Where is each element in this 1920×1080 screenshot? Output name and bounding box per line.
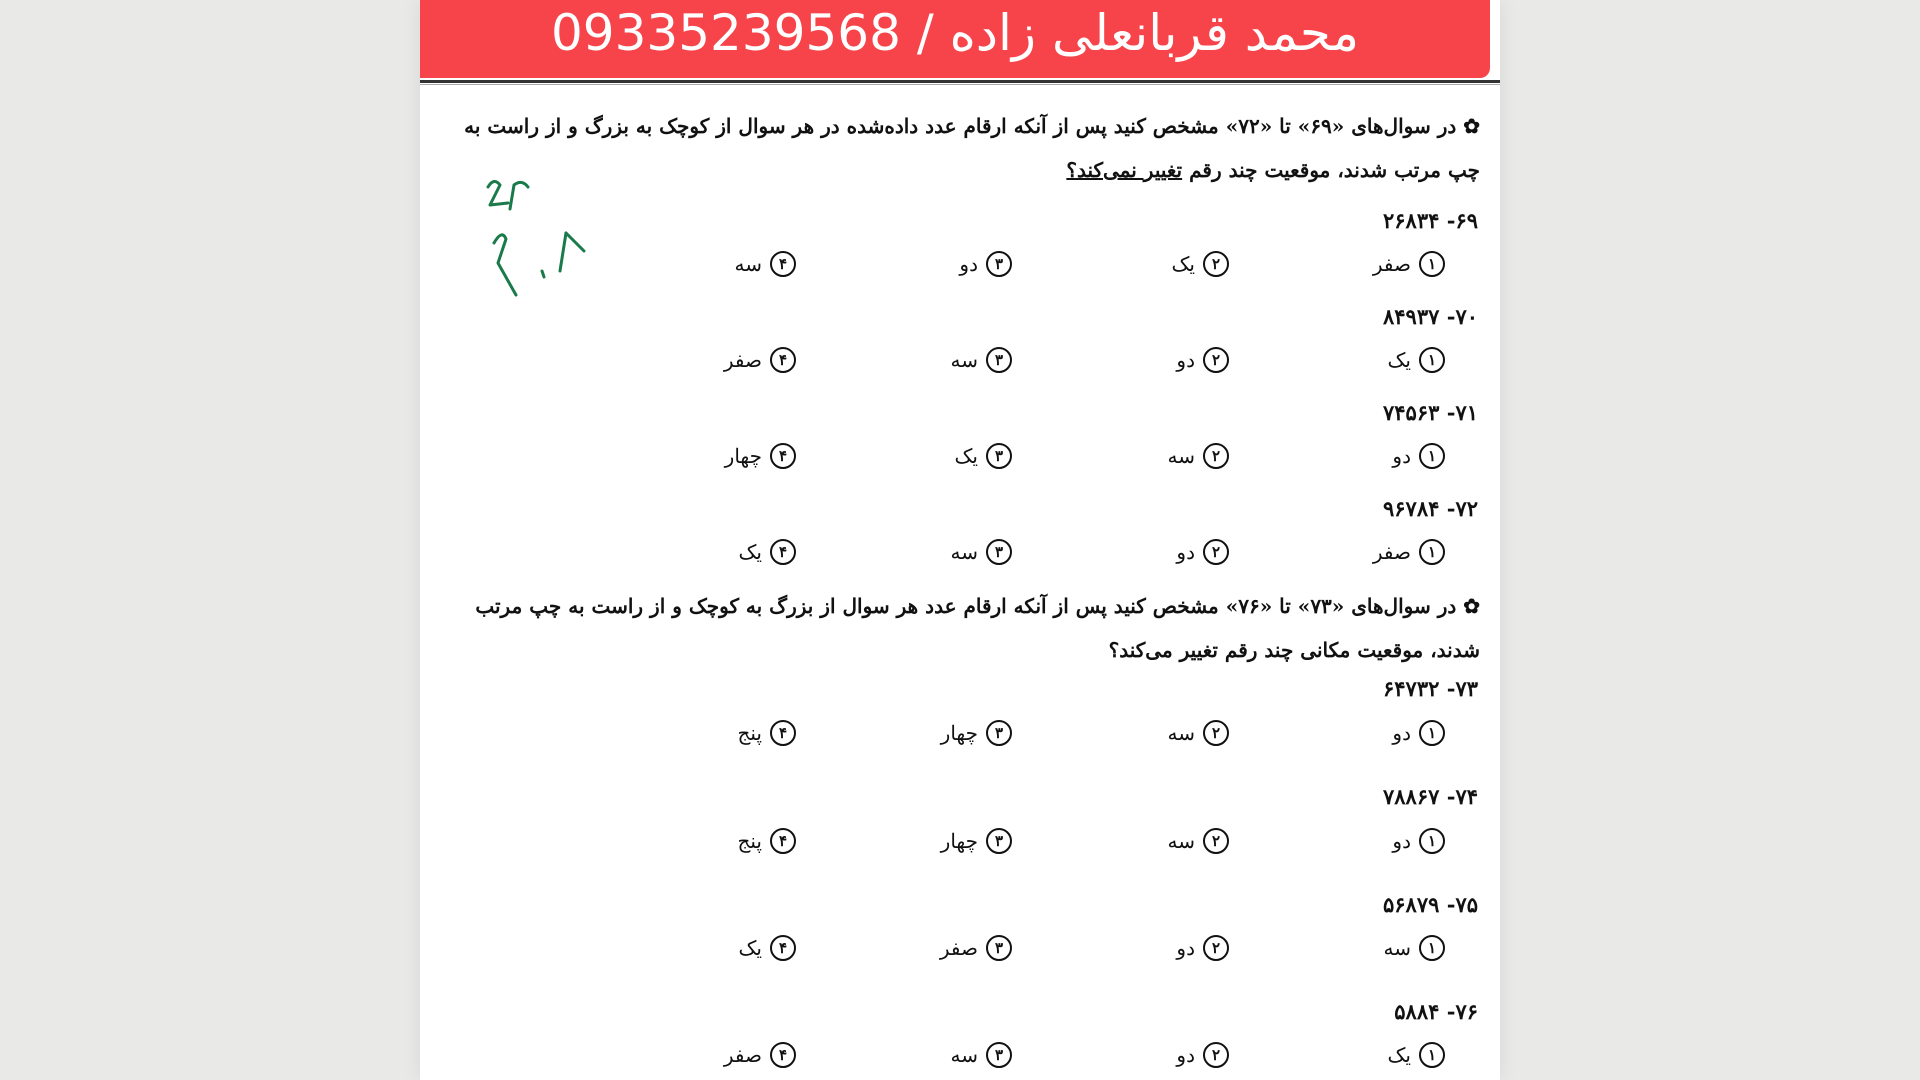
- q74-option-2[interactable]: ۲ سه: [1059, 828, 1229, 854]
- option-circle-icon: ۴: [770, 251, 796, 277]
- q75-option-4[interactable]: ۴ یک: [626, 935, 796, 961]
- section1-instruction-text: در سوال‌های «۶۹» تا «۷۲» مشخص کنید پس از آنکه ارقام عدد داده‌شده در هر سوال از کوچک به بزرگ و از راست به چپ مرتب شدند، موقعیت چند رقم: [464, 114, 1480, 182]
- option-circle-icon: ۱: [1419, 251, 1445, 277]
- section2-instruction: [436, 584, 1480, 672]
- q73-option-2[interactable]: ۲ سه: [1059, 720, 1229, 746]
- q69-option-3[interactable]: ۳ دو: [842, 251, 1012, 277]
- handwritten-annotation: [480, 175, 600, 300]
- bullet-icon: ✿: [1463, 114, 1480, 138]
- q75-option-3[interactable]: ۳ صفر: [842, 935, 1012, 961]
- section2-instruction-text: در سوال‌های «۷۳» تا «۷۶» مشخص کنید پس از آنکه ارقام عدد هر سوال از بزرگ به کوچک و از راست به چپ مرتب شدند، موقعیت مکانی چند رقم تغییر می‌کند؟: [475, 594, 1480, 662]
- q69-option-1[interactable]: ۱ صفر: [1275, 251, 1445, 277]
- q76-option-1[interactable]: ۱ یک: [1275, 1042, 1445, 1068]
- q71-option-4[interactable]: ۴ چهار: [626, 443, 796, 469]
- question-72-number: ۷۲- ۹۶۷۸۴: [1383, 496, 1478, 521]
- option-circle-icon: ۲: [1203, 443, 1229, 469]
- header-title: محمد قربانعلی زاده / 09335239568: [551, 4, 1359, 62]
- option-circle-icon: ۱: [1419, 828, 1445, 854]
- option-circle-icon: ۲: [1203, 935, 1229, 961]
- option-circle-icon: ۴: [770, 539, 796, 565]
- q73-option-4[interactable]: ۴ پنج: [626, 720, 796, 746]
- header-banner: [420, 0, 1490, 78]
- option-circle-icon: ۳: [986, 539, 1012, 565]
- bullet-icon: ✿: [1463, 594, 1480, 618]
- option-circle-icon: ۲: [1203, 251, 1229, 277]
- q75-option-1[interactable]: ۱ سه: [1275, 935, 1445, 961]
- option-circle-icon: ۲: [1203, 1042, 1229, 1068]
- q69-option-2[interactable]: ۲ یک: [1059, 251, 1229, 277]
- option-circle-icon: ۲: [1203, 347, 1229, 373]
- option-circle-icon: ۴: [770, 443, 796, 469]
- question-69-number: ۶۹- ۲۶۸۳۴: [1383, 208, 1478, 233]
- q72-option-2[interactable]: ۲ دو: [1059, 539, 1229, 565]
- q70-option-4[interactable]: ۴ صفر: [626, 347, 796, 373]
- q74-option-1[interactable]: ۱ دو: [1275, 828, 1445, 854]
- q71-option-3[interactable]: ۳ یک: [842, 443, 1012, 469]
- option-circle-icon: ۳: [986, 347, 1012, 373]
- question-75-number: ۷۵- ۵۶۸۷۹: [1383, 892, 1478, 917]
- q76-option-2[interactable]: ۲ دو: [1059, 1042, 1229, 1068]
- q70-option-2[interactable]: ۲ دو: [1059, 347, 1229, 373]
- q76-option-4[interactable]: ۴ صفر: [626, 1042, 796, 1068]
- option-circle-icon: ۳: [986, 935, 1012, 961]
- q71-option-2[interactable]: ۲ سه: [1059, 443, 1229, 469]
- section1-instruction-underlined: تغییر نمی‌کند؟: [1066, 158, 1183, 182]
- q75-option-2[interactable]: ۲ دو: [1059, 935, 1229, 961]
- header-divider: [420, 80, 1500, 83]
- q73-option-1[interactable]: ۱ دو: [1275, 720, 1445, 746]
- option-circle-icon: ۴: [770, 347, 796, 373]
- option-circle-icon: ۲: [1203, 720, 1229, 746]
- option-circle-icon: ۳: [986, 251, 1012, 277]
- option-circle-icon: ۴: [770, 828, 796, 854]
- q70-option-3[interactable]: ۳ سه: [842, 347, 1012, 373]
- question-73-number: ۷۳- ۶۴۷۳۲: [1383, 676, 1478, 701]
- option-circle-icon: ۲: [1203, 828, 1229, 854]
- option-circle-icon: ۴: [770, 720, 796, 746]
- option-circle-icon: ۱: [1419, 539, 1445, 565]
- q70-option-1[interactable]: ۱ یک: [1275, 347, 1445, 373]
- q73-option-3[interactable]: ۳ چهار: [842, 720, 1012, 746]
- question-71-number: ۷۱- ۷۴۵۶۳: [1383, 400, 1478, 425]
- question-74-number: ۷۴- ۷۸۸۶۷: [1383, 784, 1478, 809]
- q74-option-3[interactable]: ۳ چهار: [842, 828, 1012, 854]
- option-circle-icon: ۱: [1419, 443, 1445, 469]
- q71-option-1[interactable]: ۱ دو: [1275, 443, 1445, 469]
- option-circle-icon: ۳: [986, 443, 1012, 469]
- option-circle-icon: ۴: [770, 935, 796, 961]
- q72-option-3[interactable]: ۳ سه: [842, 539, 1012, 565]
- option-circle-icon: ۳: [986, 720, 1012, 746]
- option-circle-icon: ۳: [986, 1042, 1012, 1068]
- question-70-number: ۷۰- ۸۴۹۳۷: [1383, 304, 1478, 329]
- option-circle-icon: ۳: [986, 828, 1012, 854]
- q72-option-4[interactable]: ۴ یک: [626, 539, 796, 565]
- q69-option-4[interactable]: ۴ سه: [626, 251, 796, 277]
- q76-option-3[interactable]: ۳ سه: [842, 1042, 1012, 1068]
- question-76-number: ۷۶- ۵۸۸۴: [1394, 999, 1478, 1024]
- option-circle-icon: ۱: [1419, 347, 1445, 373]
- q74-option-4[interactable]: ۴ پنج: [626, 828, 796, 854]
- worksheet-page: [420, 0, 1500, 1080]
- option-circle-icon: ۴: [770, 1042, 796, 1068]
- option-circle-icon: ۱: [1419, 720, 1445, 746]
- q72-option-1[interactable]: ۱ صفر: [1275, 539, 1445, 565]
- header-divider-thin: [420, 84, 1500, 85]
- option-circle-icon: ۱: [1419, 1042, 1445, 1068]
- option-circle-icon: ۲: [1203, 539, 1229, 565]
- option-circle-icon: ۱: [1419, 935, 1445, 961]
